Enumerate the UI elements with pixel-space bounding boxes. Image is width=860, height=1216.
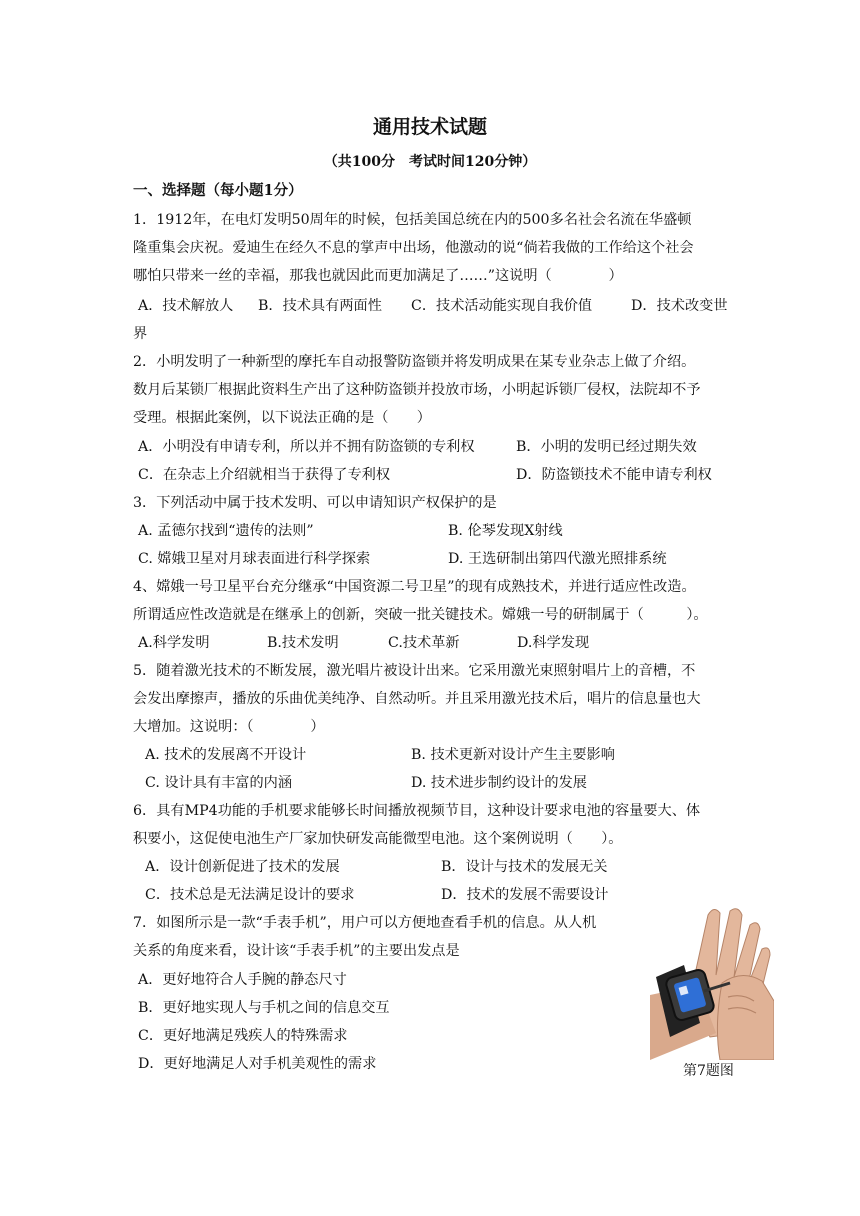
question-5-option-b: B. 技术更新对设计产生主要影响 [411, 747, 615, 763]
figure-caption: 第7题图 [683, 1063, 734, 1079]
question-1-option-a: A．技术解放人 [138, 298, 234, 314]
question-3-line-1: 3．下列活动中属于技术发明、可以申请知识产权保护的是 [133, 495, 497, 511]
question-2-option-b: B．小明的发明已经过期失效 [516, 439, 697, 455]
question-1-option-b: B．技术具有两面性 [258, 298, 382, 314]
question-6-option-c: C．技术总是无法满足设计的要求 [145, 887, 355, 903]
question-3-option-d: D. 王选研制出第四代激光照排系统 [448, 551, 667, 567]
question-6-option-d: D．技术的发展不需要设计 [441, 887, 609, 903]
question-3-option-c: C. 嫦娥卫星对月球表面进行科学探索 [138, 551, 371, 567]
question-1-option-d-wrap: 界 [133, 326, 148, 342]
question-3-option-b: B. 伦琴发现X射线 [448, 523, 563, 539]
question-2-option-c: C．在杂志上介绍就相当于获得了专利权 [138, 467, 391, 483]
question-4-option-b: B.技术发明 [267, 635, 339, 651]
question-7-line-2: 关系的角度来看，设计该“手表手机”的主要出发点是 [133, 943, 460, 959]
question-2-line-2: 数月后某锁厂根据此资料生产出了这种防盗锁并投放市场，小明起诉锁厂侵权，法院却不予 [133, 382, 701, 398]
question-6-line-1: 6．具有MP4功能的手机要求能够长时间播放视频节目，这种设计要求电池的容量要大、体 [133, 803, 701, 819]
question-1-line-1: 1．1912年，在电灯发明50周年的时候，包括美国总统在内的500多名社会名流在华盛顿 [133, 212, 692, 228]
question-5-line-2: 会发出摩擦声，播放的乐曲优美纯净、自然动听。并且采用激光技术后，唱片的信息量也大 [133, 691, 701, 707]
question-2-line-1: 2．小明发明了一种新型的摩托车自动报警防盗锁并将发明成果在某专业杂志上做了介绍。 [133, 354, 696, 370]
question-5-line-3: 大增加。这说明：（ ） [133, 719, 325, 735]
question-4-option-d: D.科学发现 [517, 635, 590, 651]
question-5-option-c: C. 设计具有丰富的内涵 [145, 775, 293, 791]
page-title: 通用技术试题 [372, 116, 487, 138]
question-7-option-d: D．更好地满足人对手机美观性的需求 [138, 1056, 377, 1072]
question-6-line-2: 积要小，这促使电池生产厂家加快研发高能微型电池。这个案例说明（ ）。 [133, 831, 623, 847]
watch-phone-photo [650, 905, 774, 1060]
question-3-option-a: A. 孟德尔找到“遗传的法则” [138, 523, 314, 539]
question-1-option-c: C．技术活动能实现自我价值 [411, 298, 593, 314]
question-4-option-c: C.技术革新 [388, 635, 460, 651]
question-4-line-1: 4、嫦娥一号卫星平台充分继承“中国资源二号卫星”的现有成熟技术，并进行适应性改造。 [133, 579, 696, 595]
question-1-line-3: 哪怕只带来一丝的幸福，那我也就因此而更加满足了……”这说明（ ） [133, 268, 623, 284]
question-6-option-b: B．设计与技术的发展无关 [441, 859, 608, 875]
question-5-option-a: A. 技术的发展离不开设计 [145, 747, 307, 763]
question-5-line-1: 5．随着激光技术的不断发展，激光唱片被设计出来。它采用激光束照射唱片上的音槽，不 [133, 663, 696, 679]
question-1-option-d: D．技术改变世 [631, 298, 728, 314]
question-7-line-1: 7．如图所示是一款“手表手机”，用户可以方便地查看手机的信息。从人机 [133, 915, 597, 931]
section-heading: 一、选择题（每小题1分） [133, 182, 303, 199]
question-1-line-2: 隆重集会庆祝。爱迪生在经久不息的掌声中出场，他激动的说“倘若我做的工作给这个社会 [133, 240, 694, 256]
question-2-option-d: D．防盗锁技术不能申请专利权 [516, 467, 712, 483]
question-7-option-b: B．更好地实现人与手机之间的信息交互 [138, 1000, 390, 1016]
question-7-option-c: C．更好地满足残疾人的特殊需求 [138, 1028, 348, 1044]
question-7-option-a: A．更好地符合人手腕的静态尺寸 [138, 972, 347, 988]
exam-info: （共100分 考试时间120分钟） [323, 154, 537, 170]
question-4-line-2: 所谓适应性改造就是在继承上的创新，突破一批关键技术。嫦娥一号的研制属于（ ）。 [133, 607, 708, 623]
question-2-option-a: A．小明没有申请专利，所以并不拥有防盗锁的专利权 [138, 439, 475, 455]
question-6-option-a: A．设计创新促进了技术的发展 [145, 859, 340, 875]
question-4-option-a: A.科学发明 [138, 635, 210, 651]
question-5-option-d: D. 技术进步制约设计的发展 [411, 775, 587, 791]
question-2-line-3: 受理。根据此案例，以下说法正确的是（ ） [133, 410, 431, 426]
